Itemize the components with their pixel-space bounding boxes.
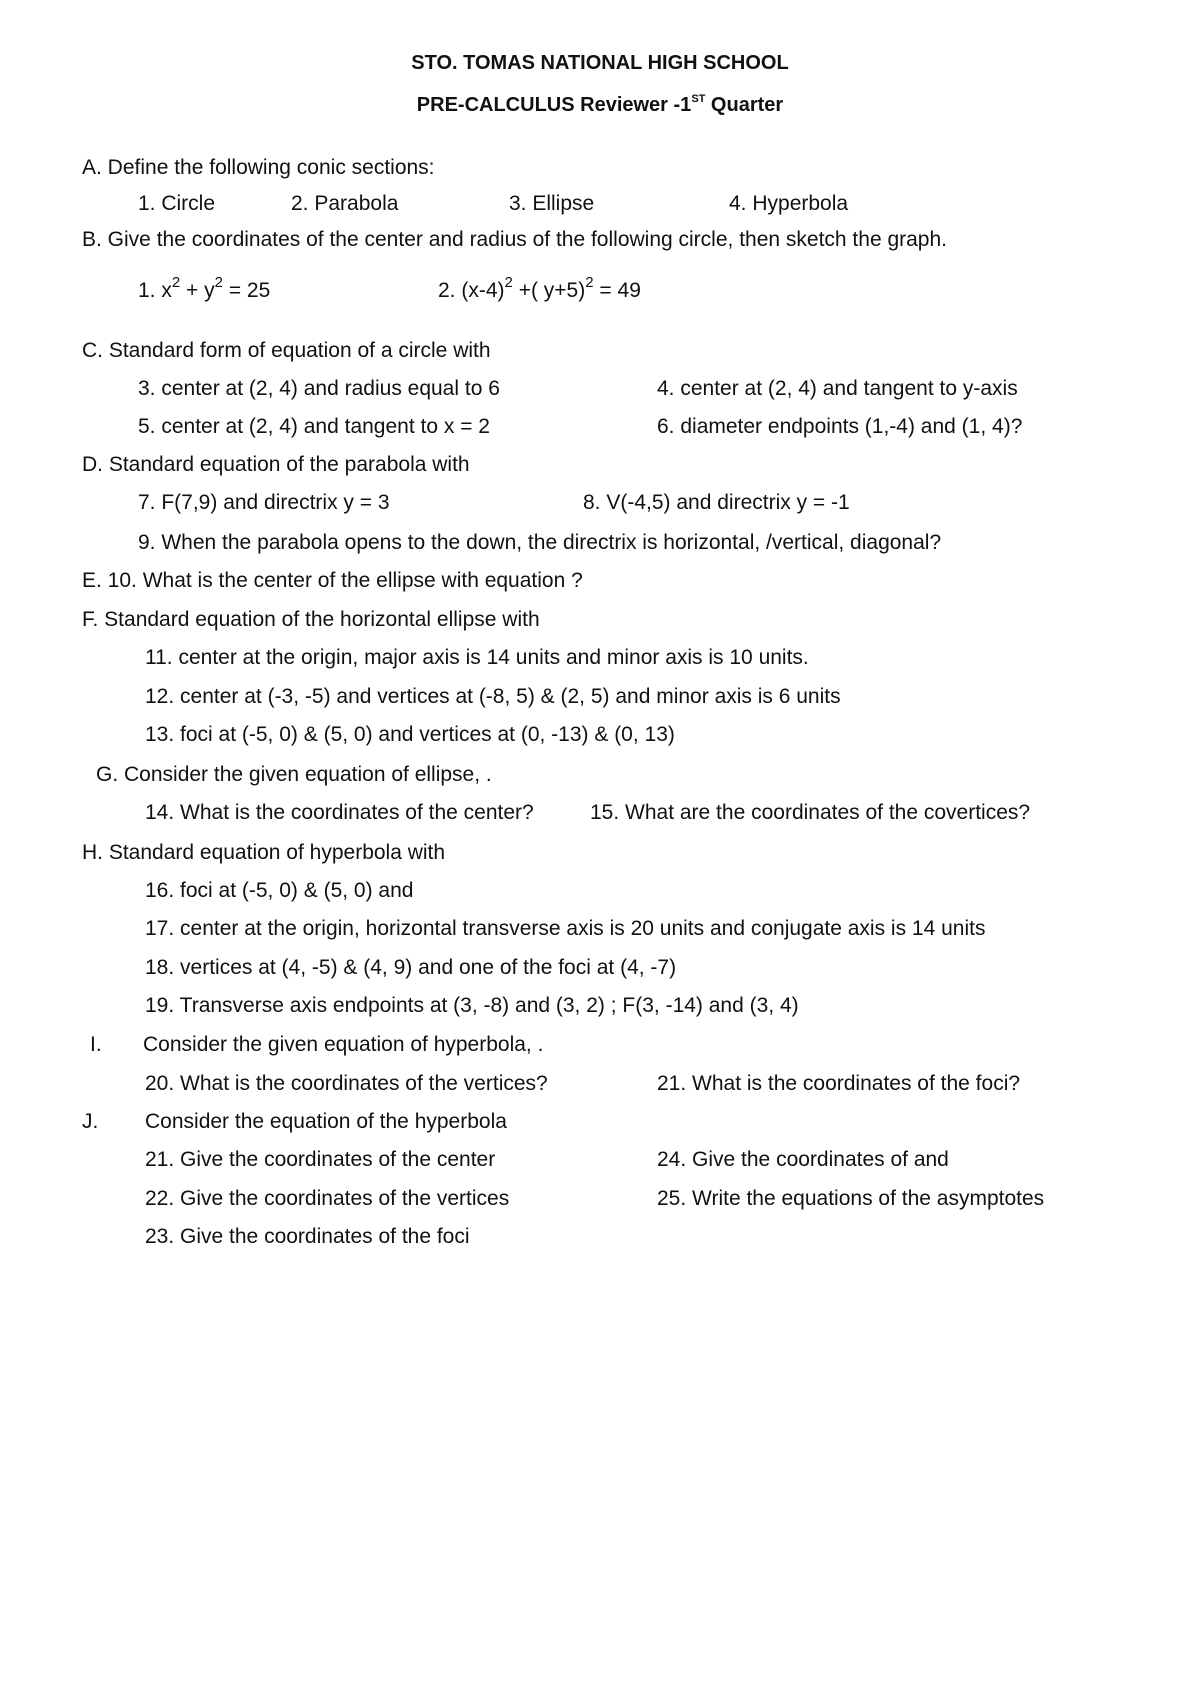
eq-part: = 25 — [222, 279, 271, 302]
section-i-letter: I. — [90, 1033, 102, 1056]
section-h-item: 18. vertices at (4, -5) & (4, 9) and one of the foci at (4, -7) — [145, 956, 677, 979]
title-suffix: Quarter — [705, 94, 784, 116]
section-j-heading: Consider the equation of the hyperbola — [145, 1110, 507, 1133]
section-d-item: 7. F(7,9) and directrix y = 3 — [138, 491, 390, 514]
title-text: PRE-CALCULUS Reviewer -1 — [416, 94, 692, 116]
section-i-item: 20. What is the coordinates of the vertices? — [145, 1072, 548, 1095]
section-a-item: 3. Ellipse — [509, 192, 595, 215]
eq-part: = 49 — [593, 279, 641, 302]
eq-part: 1. x — [138, 279, 172, 302]
section-d-heading: D. Standard equation of the parabola with — [82, 453, 470, 476]
section-c-heading: C. Standard form of equation of a circle with — [82, 339, 491, 362]
section-c-item: 5. center at (2, 4) and tangent to x = 2 — [138, 415, 490, 438]
section-i-item: 21. What is the coordinates of the foci? — [657, 1072, 1021, 1095]
eq-exponent: 2 — [171, 274, 181, 291]
section-g-heading: G. Consider the given equation of ellipse, . — [96, 763, 492, 786]
section-b-heading: B. Give the coordinates of the center and radius of the following circle, then sketch the graph. — [82, 228, 947, 251]
section-i-heading: Consider the given equation of hyperbola, . — [143, 1033, 544, 1056]
section-j-letter: J. — [82, 1110, 99, 1133]
section-c-item: 6. diameter endpoints (1,-4) and (1, 4)? — [657, 415, 1023, 438]
section-g-item: 15. What are the coordinates of the covertices? — [590, 801, 1031, 824]
section-d-item: 9. When the parabola opens to the down, the directrix is horizontal, /vertical, diagonal? — [138, 531, 942, 554]
section-h-item: 17. center at the origin, horizontal transverse axis is 20 units and conjugate axis is 14 units — [145, 917, 986, 940]
section-d-item: 8. V(-4,5) and directrix y = -1 — [583, 491, 850, 514]
section-h-item: 19. Transverse axis endpoints at (3, -8) and (3, 2) ; F(3, -14) and (3, 4) — [145, 994, 799, 1017]
section-j-item: 25. Write the equations of the asymptotes — [657, 1187, 1045, 1210]
section-f-heading: F. Standard equation of the horizontal ellipse with — [82, 608, 540, 631]
section-c-item: 3. center at (2, 4) and radius equal to 6 — [138, 377, 500, 400]
section-f-item: 13. foci at (-5, 0) & (5, 0) and vertices at (0, -13) & (0, 13) — [145, 723, 675, 746]
section-a-item: 1. Circle — [138, 192, 216, 215]
school-name: STO. TOMAS NATIONAL HIGH SCHOOL — [411, 52, 789, 74]
circle-equation-1 — [138, 270, 270, 304]
title-superscript: ST — [691, 93, 706, 105]
circle-equation-2 — [438, 270, 641, 304]
section-c-item: 4. center at (2, 4) and tangent to y-axis — [657, 377, 1018, 400]
section-f-item: 11. center at the origin, major axis is 14 units and minor axis is 10 units. — [145, 646, 809, 669]
section-a-item: 4. Hyperbola — [729, 192, 849, 215]
section-g-item: 14. What is the coordinates of the center? — [145, 801, 534, 824]
eq-part: + y — [180, 279, 215, 302]
section-j-item: 23. Give the coordinates of the foci — [145, 1225, 470, 1248]
section-j-item: 24. Give the coordinates of and — [657, 1148, 949, 1171]
eq-part: 2. (x-4) — [438, 279, 505, 302]
section-j-item: 21. Give the coordinates of the center — [145, 1148, 496, 1171]
eq-exponent: 2 — [504, 274, 513, 291]
eq-exponent: 2 — [214, 274, 223, 291]
eq-exponent: 2 — [585, 274, 594, 291]
section-f-item: 12. center at (-3, -5) and vertices at (-8, 5) & (2, 5) and minor axis is 6 units — [145, 685, 841, 708]
section-a-heading: A. Define the following conic sections: — [82, 156, 435, 179]
section-h-item: 16. foci at (-5, 0) & (5, 0) and — [145, 879, 414, 902]
section-j-item: 22. Give the coordinates of the vertices — [145, 1187, 510, 1210]
document-title — [0, 86, 1200, 118]
eq-part: +( y+5) — [512, 279, 586, 302]
section-e-heading: E. 10. What is the center of the ellipse with equation ? — [82, 569, 583, 592]
section-a-item: 2. Parabola — [291, 192, 399, 215]
section-h-heading: H. Standard equation of hyperbola with — [82, 841, 446, 864]
